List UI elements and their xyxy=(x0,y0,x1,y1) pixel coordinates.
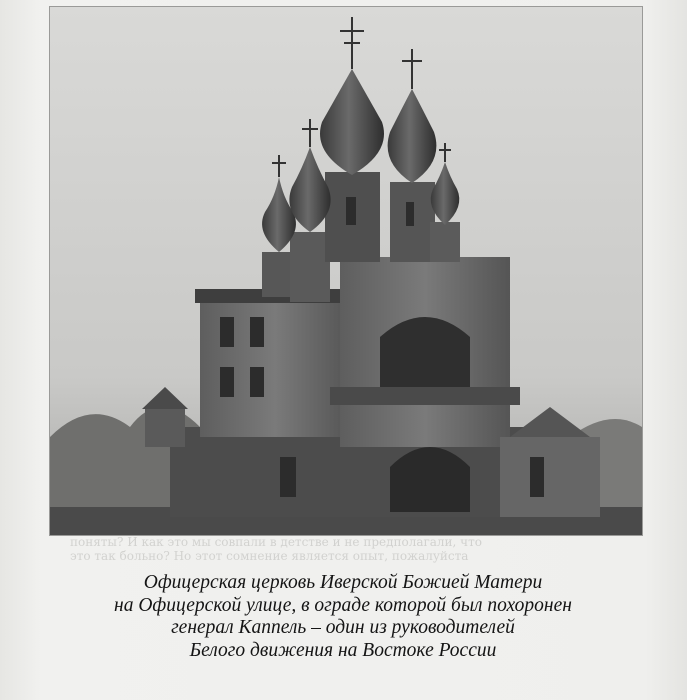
right-porch xyxy=(500,437,600,517)
show-through-text: поняты? И как это мы совпали в детстве и не предполагали, что xyxy=(70,535,482,549)
drum-far-right xyxy=(430,222,460,262)
arcade-band xyxy=(330,387,520,405)
caption-line: Офицерская церковь Иверской Божией Матери xyxy=(143,572,543,593)
central-arch xyxy=(380,317,470,387)
church-illustration xyxy=(50,7,642,535)
left-chapel xyxy=(145,407,185,447)
show-through-text: это так больно? Но этот сомнение является опыт, пожалуйста xyxy=(70,549,469,563)
drum-left xyxy=(290,232,330,302)
photo-caption xyxy=(70,572,616,662)
caption-line: Белого движения на Востоке России xyxy=(189,639,497,661)
caption-line: генерал Каппель – один из руководителей xyxy=(171,617,515,638)
caption-line: на Офицерской улице, в ограде которой был похоронен xyxy=(114,594,572,616)
church-photograph xyxy=(49,6,643,536)
